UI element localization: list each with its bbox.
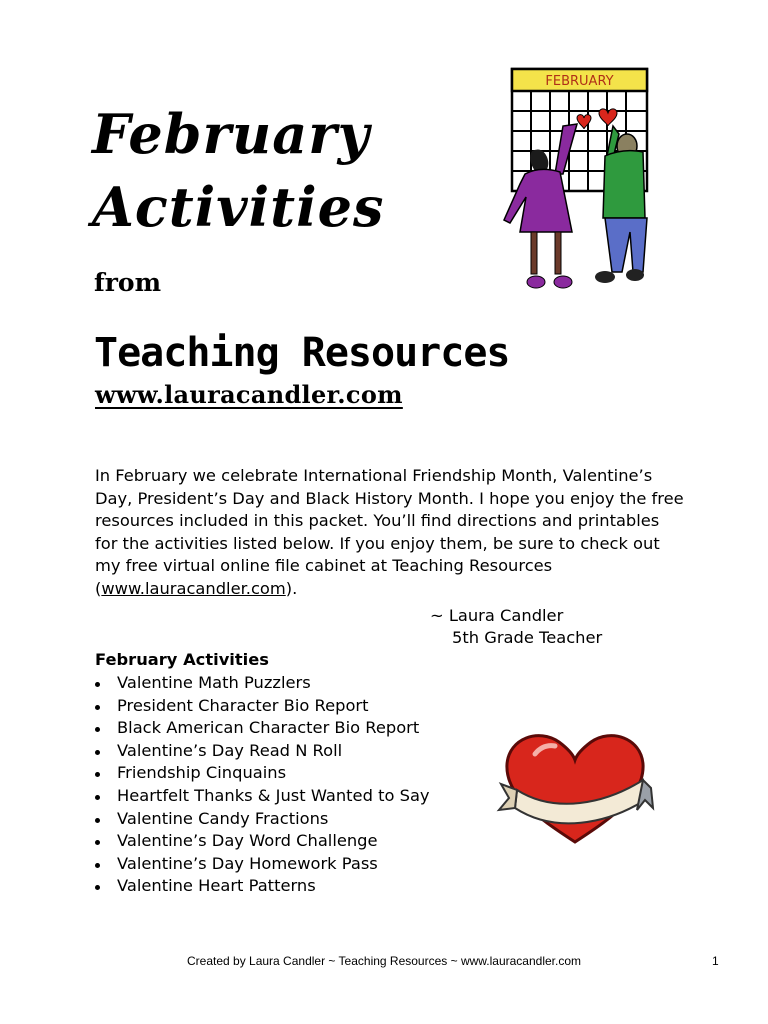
intro-text: In February we celebrate International Friendship Month, Valentine’s Day, President’s Day and Black History Month. I hope you enjoy the free resources included in this packet. You’ll find directions and printables for the activities listed below. If you enjoy them, be sure to check out my free virtual online file cabinet at Teaching Resources (	[95, 466, 684, 598]
calendar-label: FEBRUARY	[545, 74, 614, 89]
title-line-2: Activities	[92, 175, 385, 239]
list-item: Heartfelt Thanks & Just Wanted to Say	[95, 785, 430, 808]
list-item: Valentine’s Day Read N Roll	[95, 740, 430, 763]
activities-heading: February Activities	[95, 650, 269, 669]
signature-role: 5th Grade Teacher	[452, 628, 603, 647]
list-item: Friendship Cinquains	[95, 762, 430, 785]
list-item: Valentine Heart Patterns	[95, 875, 430, 898]
activities-list	[95, 672, 430, 898]
list-item: Valentine Candy Fractions	[95, 808, 430, 831]
list-item: Black American Character Bio Report	[95, 717, 430, 740]
page-number: 1	[712, 954, 719, 968]
website-link[interactable]: www.lauracandler.com	[95, 380, 403, 409]
intro-text-end: ).	[285, 578, 298, 598]
heart-icon	[507, 736, 643, 842]
title-line-1: February	[92, 102, 371, 166]
list-item: President Character Bio Report	[95, 695, 430, 718]
footer-text: Created by Laura Candler ~ Teaching Resources ~ www.lauracandler.com	[187, 954, 581, 968]
calendar-kids-illustration	[495, 66, 655, 296]
from-word: from	[94, 268, 162, 297]
list-item: Valentine’s Day Homework Pass	[95, 853, 430, 876]
brand-name: Teaching Resources	[94, 330, 510, 376]
list-item: Valentine’s Day Word Challenge	[95, 830, 430, 853]
intro-website-link[interactable]: www.lauracandler.com	[101, 578, 286, 598]
heart-banner-illustration	[495, 724, 655, 854]
list-item: Valentine Math Puzzlers	[95, 672, 430, 695]
signature-name: ~ Laura Candler	[430, 606, 564, 625]
intro-paragraph	[95, 465, 685, 601]
